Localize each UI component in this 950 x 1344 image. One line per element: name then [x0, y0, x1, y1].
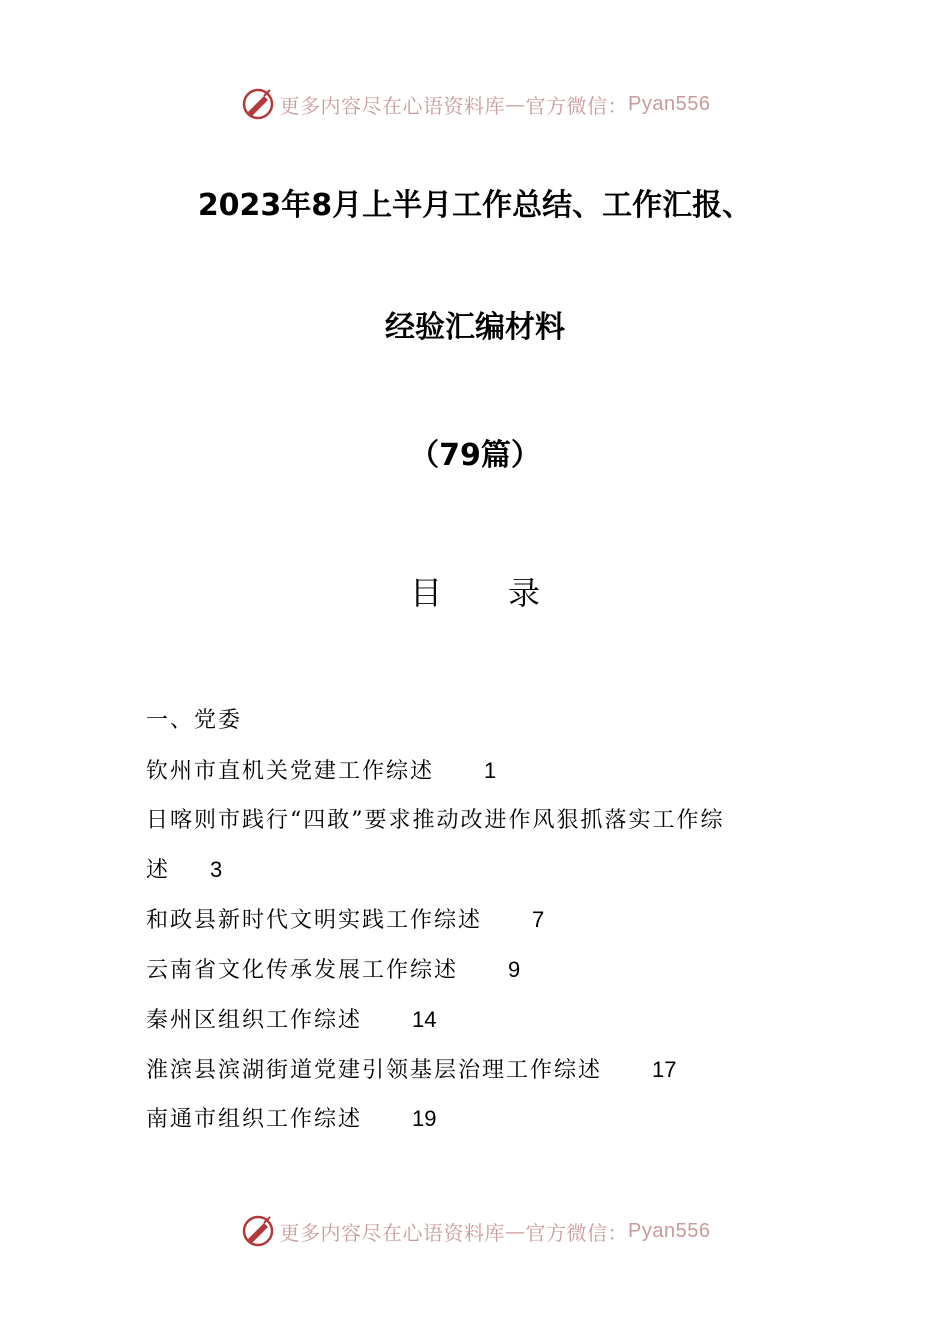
toc-entry-page: 19 — [412, 1106, 437, 1132]
toc-entry — [146, 1051, 826, 1101]
toc-section: 一、党委 — [146, 708, 243, 733]
toc-entry-title: 日喀则市践行“四敢”要求推动改进作风狠抓落实工作综 — [146, 807, 725, 833]
pen-logo-icon — [240, 1213, 276, 1249]
toc-entry — [146, 802, 826, 852]
toc-entry-title: 淮滨县滨湖街道党建引领基层治理工作综述 — [146, 1057, 603, 1083]
toc-heading — [0, 568, 950, 614]
watermark-dash: — — [505, 92, 526, 116]
document-title-count: （79篇） — [409, 438, 541, 473]
watermark-banner-bottom — [0, 1213, 950, 1249]
toc-entry-title: 南通市组织工作综述 — [146, 1107, 363, 1133]
toc-entry — [146, 1100, 826, 1150]
toc-entry-title-cont: 述 — [146, 858, 171, 884]
toc-entry-title: 钦州市直机关党建工作综述 — [146, 758, 435, 784]
table-of-contents — [146, 702, 826, 1150]
toc-entry-continued — [146, 851, 826, 901]
watermark-account: Pyan556 — [628, 92, 711, 115]
toc-heading-right: 录 — [508, 574, 541, 612]
toc-entry-page: 7 — [532, 907, 545, 933]
toc-entry-title: 和政县新时代文明实践工作综述 — [146, 908, 483, 934]
toc-entry-page: 14 — [412, 1006, 437, 1032]
document-title-line1: 2023年8月上半月工作总结、工作汇报、 — [197, 188, 753, 223]
toc-entry-page: 9 — [508, 956, 521, 982]
document-title-line2: 经验汇编材料 — [385, 310, 565, 345]
toc-entry-page: 3 — [210, 857, 223, 883]
toc-entry-title: 云南省文化传承发展工作综述 — [146, 957, 459, 983]
watermark-dash: — — [505, 1219, 526, 1243]
toc-entry-page: 1 — [484, 757, 497, 783]
toc-entry — [146, 901, 826, 951]
watermark-brand: 更多内容尽在心语资料库 — [279, 1220, 506, 1245]
toc-entry — [146, 752, 826, 802]
watermark-official: 官方微信： — [525, 93, 629, 118]
toc-entry-page: 17 — [652, 1056, 677, 1082]
watermark-banner-top — [0, 86, 950, 122]
watermark-brand: 更多内容尽在心语资料库 — [279, 93, 506, 118]
watermark-official: 官方微信： — [525, 1220, 629, 1245]
toc-entry — [146, 951, 826, 1001]
toc-entry — [146, 1001, 826, 1051]
pen-logo-icon — [240, 86, 276, 122]
watermark-account: Pyan556 — [628, 1219, 711, 1242]
toc-entry-title: 秦州区组织工作综述 — [146, 1007, 363, 1033]
toc-heading-left: 目 — [409, 574, 442, 612]
